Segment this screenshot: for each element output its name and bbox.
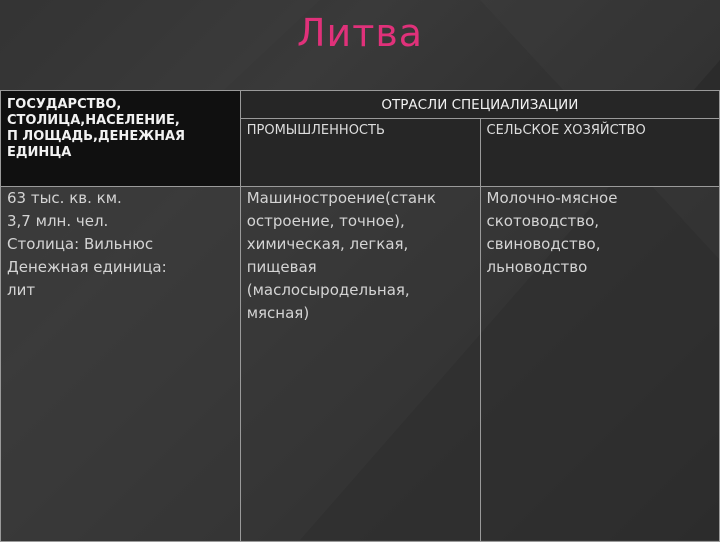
industry-line: (маслосыродельная,: [246, 281, 410, 299]
industry-line: химическая, легкая,: [246, 235, 409, 253]
header-left-line: ЕДИНЦА: [7, 145, 72, 160]
industry-line: пищевая: [246, 258, 317, 276]
agriculture-line: свиноводство,: [486, 235, 601, 253]
header-country-info: [1, 91, 241, 187]
subheader-industry: ПРОМЫШЛЕННОСТЬ: [240, 118, 480, 186]
header-left-line: ГОСУДАРСТВО,: [7, 97, 122, 112]
specialization-table: [0, 90, 720, 542]
header-left-line: П ЛОЩАДЬ,ДЕНЕЖНАЯ: [7, 129, 186, 144]
page-title: Литва: [296, 11, 424, 55]
header-left-line: СТОЛИЦА,НАСЕЛЕНИЕ,: [7, 113, 180, 128]
subheader-agriculture: СЕЛЬСКОЕ ХОЗЯЙСТВО: [480, 118, 720, 186]
country-line: Столица: Вильнюс: [7, 235, 154, 253]
country-line: лит: [7, 281, 36, 299]
country-line: Денежная единица:: [7, 258, 167, 276]
header-specialization: ОТРАСЛИ СПЕЦИАЛИЗАЦИИ: [240, 91, 719, 119]
industry-line: Машиностроение(станк: [246, 189, 436, 207]
country-line: 63 тыс. кв. км.: [7, 189, 122, 207]
industry-line: остроение, точное),: [246, 212, 405, 230]
industry-line: мясная): [246, 304, 310, 322]
cell-agriculture: [480, 187, 720, 542]
agriculture-line: льноводство: [486, 258, 588, 276]
agriculture-line: Молочно-мясное: [486, 189, 618, 207]
country-line: 3,7 млн. чел.: [7, 212, 109, 230]
cell-industry: [240, 187, 480, 542]
cell-country: [1, 187, 241, 542]
agriculture-line: скотоводство,: [486, 212, 600, 230]
